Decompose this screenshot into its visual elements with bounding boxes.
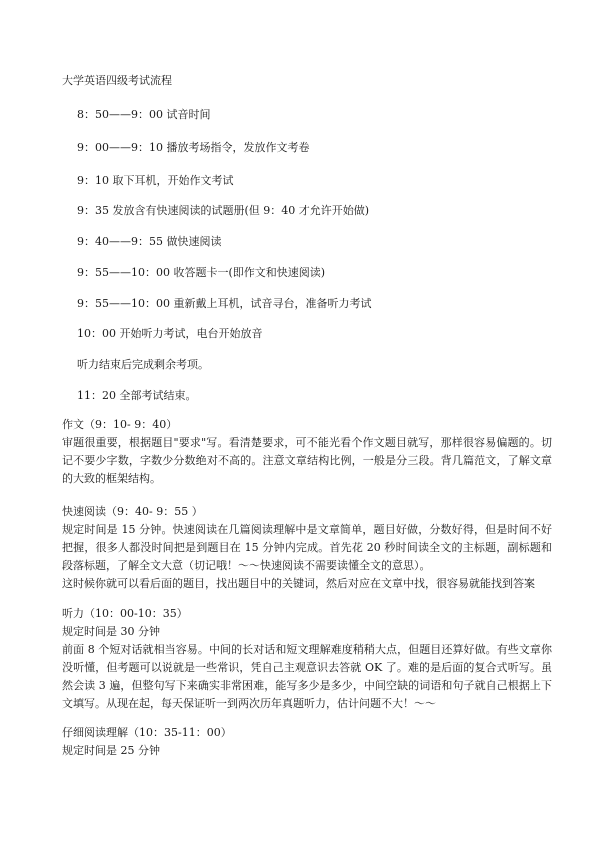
schedule-item: 9：55——10：00 重新戴上耳机，试音寻台，准备听力考试 [77,297,372,310]
section-line: 规定时间是 25 分钟 [62,744,160,757]
section-body: 前面 8 个短对话就相当容易。中间的长对话和短文理解难度稍稍大点，但题目还算好做。有些文章你没听懂，但考题可以说就是一些常识，凭自己主观意识去答就 OK 了。难的是后面的复合式听写。虽然会读 3 遍，但整句写下来确实非常困难，能写多少是多少，中间空缺的词语和句子就自己根据上下文填写。从现在起，每天保证听一到两次历年真题听力，估计问题不大！～～ [62,643,552,710]
section-body: 规定时间是 15 分钟。快速阅读在几篇阅读理解中是文章简单，题目好做，分数好得，但是时间不好把握，很多人都没时间把是到题目在 15 分钟内完成。首先花 20 秒时间读全文的主标题，副标题和段落标题，了解全文大意（切记哦！～～快速阅读不需要读懂全文的意思）。 [62,523,552,572]
section-writing [62,416,552,488]
section-body: 审题很重要，根据题目"要求"写。看清楚要求，可不能光看个作文题目就写，那样很容易偏题的。切记不要少字数，字数少分数绝对不高的。注意文章结构比例，一般是分三段。背几篇范文，了解文章的大致的框架结构。 [62,436,552,485]
schedule-item: 9：10 取下耳机，开始作文考试 [77,174,234,187]
section-heading: 快速阅读（9：40- 9：55 ） [62,505,203,518]
schedule-item: 9：00——9：10 播放考场指令，发放作文考卷 [77,141,310,154]
section-heading: 听力（10：00-10：35） [62,607,188,620]
schedule-item: 听力结束后完成剩余考项。 [77,358,209,371]
document-title: 大学英语四级考试流程 [62,74,172,87]
schedule-item: 10：00 开始听力考试，电台开始放音 [77,327,263,340]
schedule-item: 9：40——9：55 做快速阅读 [77,235,222,248]
section-line: 规定时间是 30 分钟 [62,625,160,638]
schedule-item: 11：20 全部考试结束。 [77,389,197,402]
section-body: 这时候你就可以看后面的题目，找出题目中的关键词，然后对应在文章中找，很容易就能找到答案 [62,577,535,590]
section-careful-reading [62,724,552,760]
section-fast-reading [62,503,552,593]
section-heading: 仔细阅读理解（10：35-11：00） [62,726,232,739]
section-heading: 作文（9：10- 9：40） [62,418,178,431]
schedule-item: 8：50——9：00 试音时间 [77,108,211,121]
section-listening [62,605,552,713]
schedule-item: 9：35 发放含有快速阅读的试题册(但 9：40 才允许开始做) [77,204,370,217]
schedule-item: 9：55——10：00 收答题卡一(即作文和快速阅读) [77,266,326,279]
